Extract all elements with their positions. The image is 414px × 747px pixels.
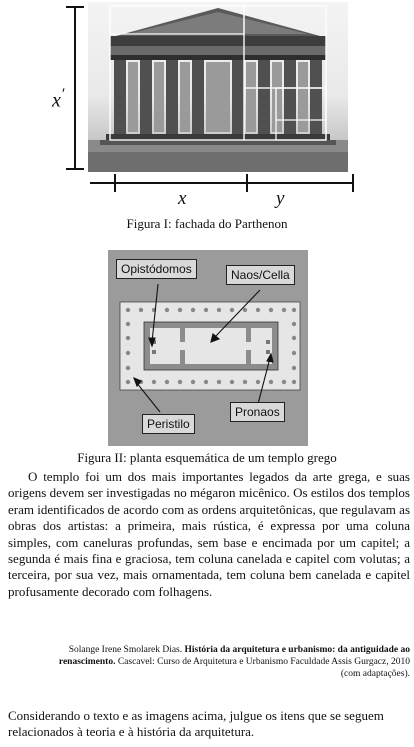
height-tick-bottom: [66, 168, 84, 170]
width-tick-left: [114, 174, 116, 192]
instruction-text: Considerando o texto e as imagens acima, julgue os itens que se seguem relacionados à teoria e à história da arquitetura.: [8, 708, 384, 739]
temple-plan-figure: [108, 250, 308, 446]
height-tick-top: [66, 6, 84, 8]
citation: [50, 644, 410, 680]
main-paragraph: O templo foi um dos mais importantes legados da arte grega, e suas origens devem ser investigadas no mégaron micênico. Os estilos dos templos eram identificados de acordo com as ordens arquitetônicas, que regulavam as obras dos artistas: a primeira, mais rústica, é expressa por uma coluna simples, com caneluras profundas, sem base e encimada por um capitel; a segunda é mais fina e graciosa, tem coluna canelada e capitel com volutas; a terceira, por sua vez, mais ornamentada, tem coluna bem canelada e capitel profusamente decorado com folhagens.: [8, 469, 410, 599]
width-tick-middle: [246, 174, 248, 192]
citation-details: Cascavel: Curso de Arquitetura e Urbanismo Faculdade Assis Gurgacz, 2010 (com adaptações).: [115, 657, 410, 679]
citation-title: História da arquitetura e urbanismo: da antiguidade ao renascimento.: [58, 645, 410, 667]
label-peristilo: Peristilo: [142, 414, 195, 434]
width-tick-right: [352, 174, 354, 192]
label-opistodomos: Opistódomos: [116, 259, 197, 279]
label-naos-cella: Naos/Cella: [226, 265, 295, 285]
label-y: y: [276, 188, 285, 209]
figure-parthenon: [0, 0, 414, 236]
figure1-caption: Figura I: fachada do Parthenon: [126, 216, 288, 231]
citation-author: Solange Irene Smolarek Dias.: [68, 645, 185, 655]
label-pronaos: Pronaos: [230, 402, 285, 422]
parthenon-drawing: [88, 2, 348, 172]
label-x: x: [178, 188, 187, 209]
parthenon-photo: [88, 2, 348, 172]
label-x-prime: x′: [52, 86, 65, 112]
height-dimension-line: [74, 6, 76, 170]
width-dimension-line: [90, 182, 354, 184]
figure2-caption: Figura II: planta esquemática de um templo grego: [77, 450, 337, 465]
